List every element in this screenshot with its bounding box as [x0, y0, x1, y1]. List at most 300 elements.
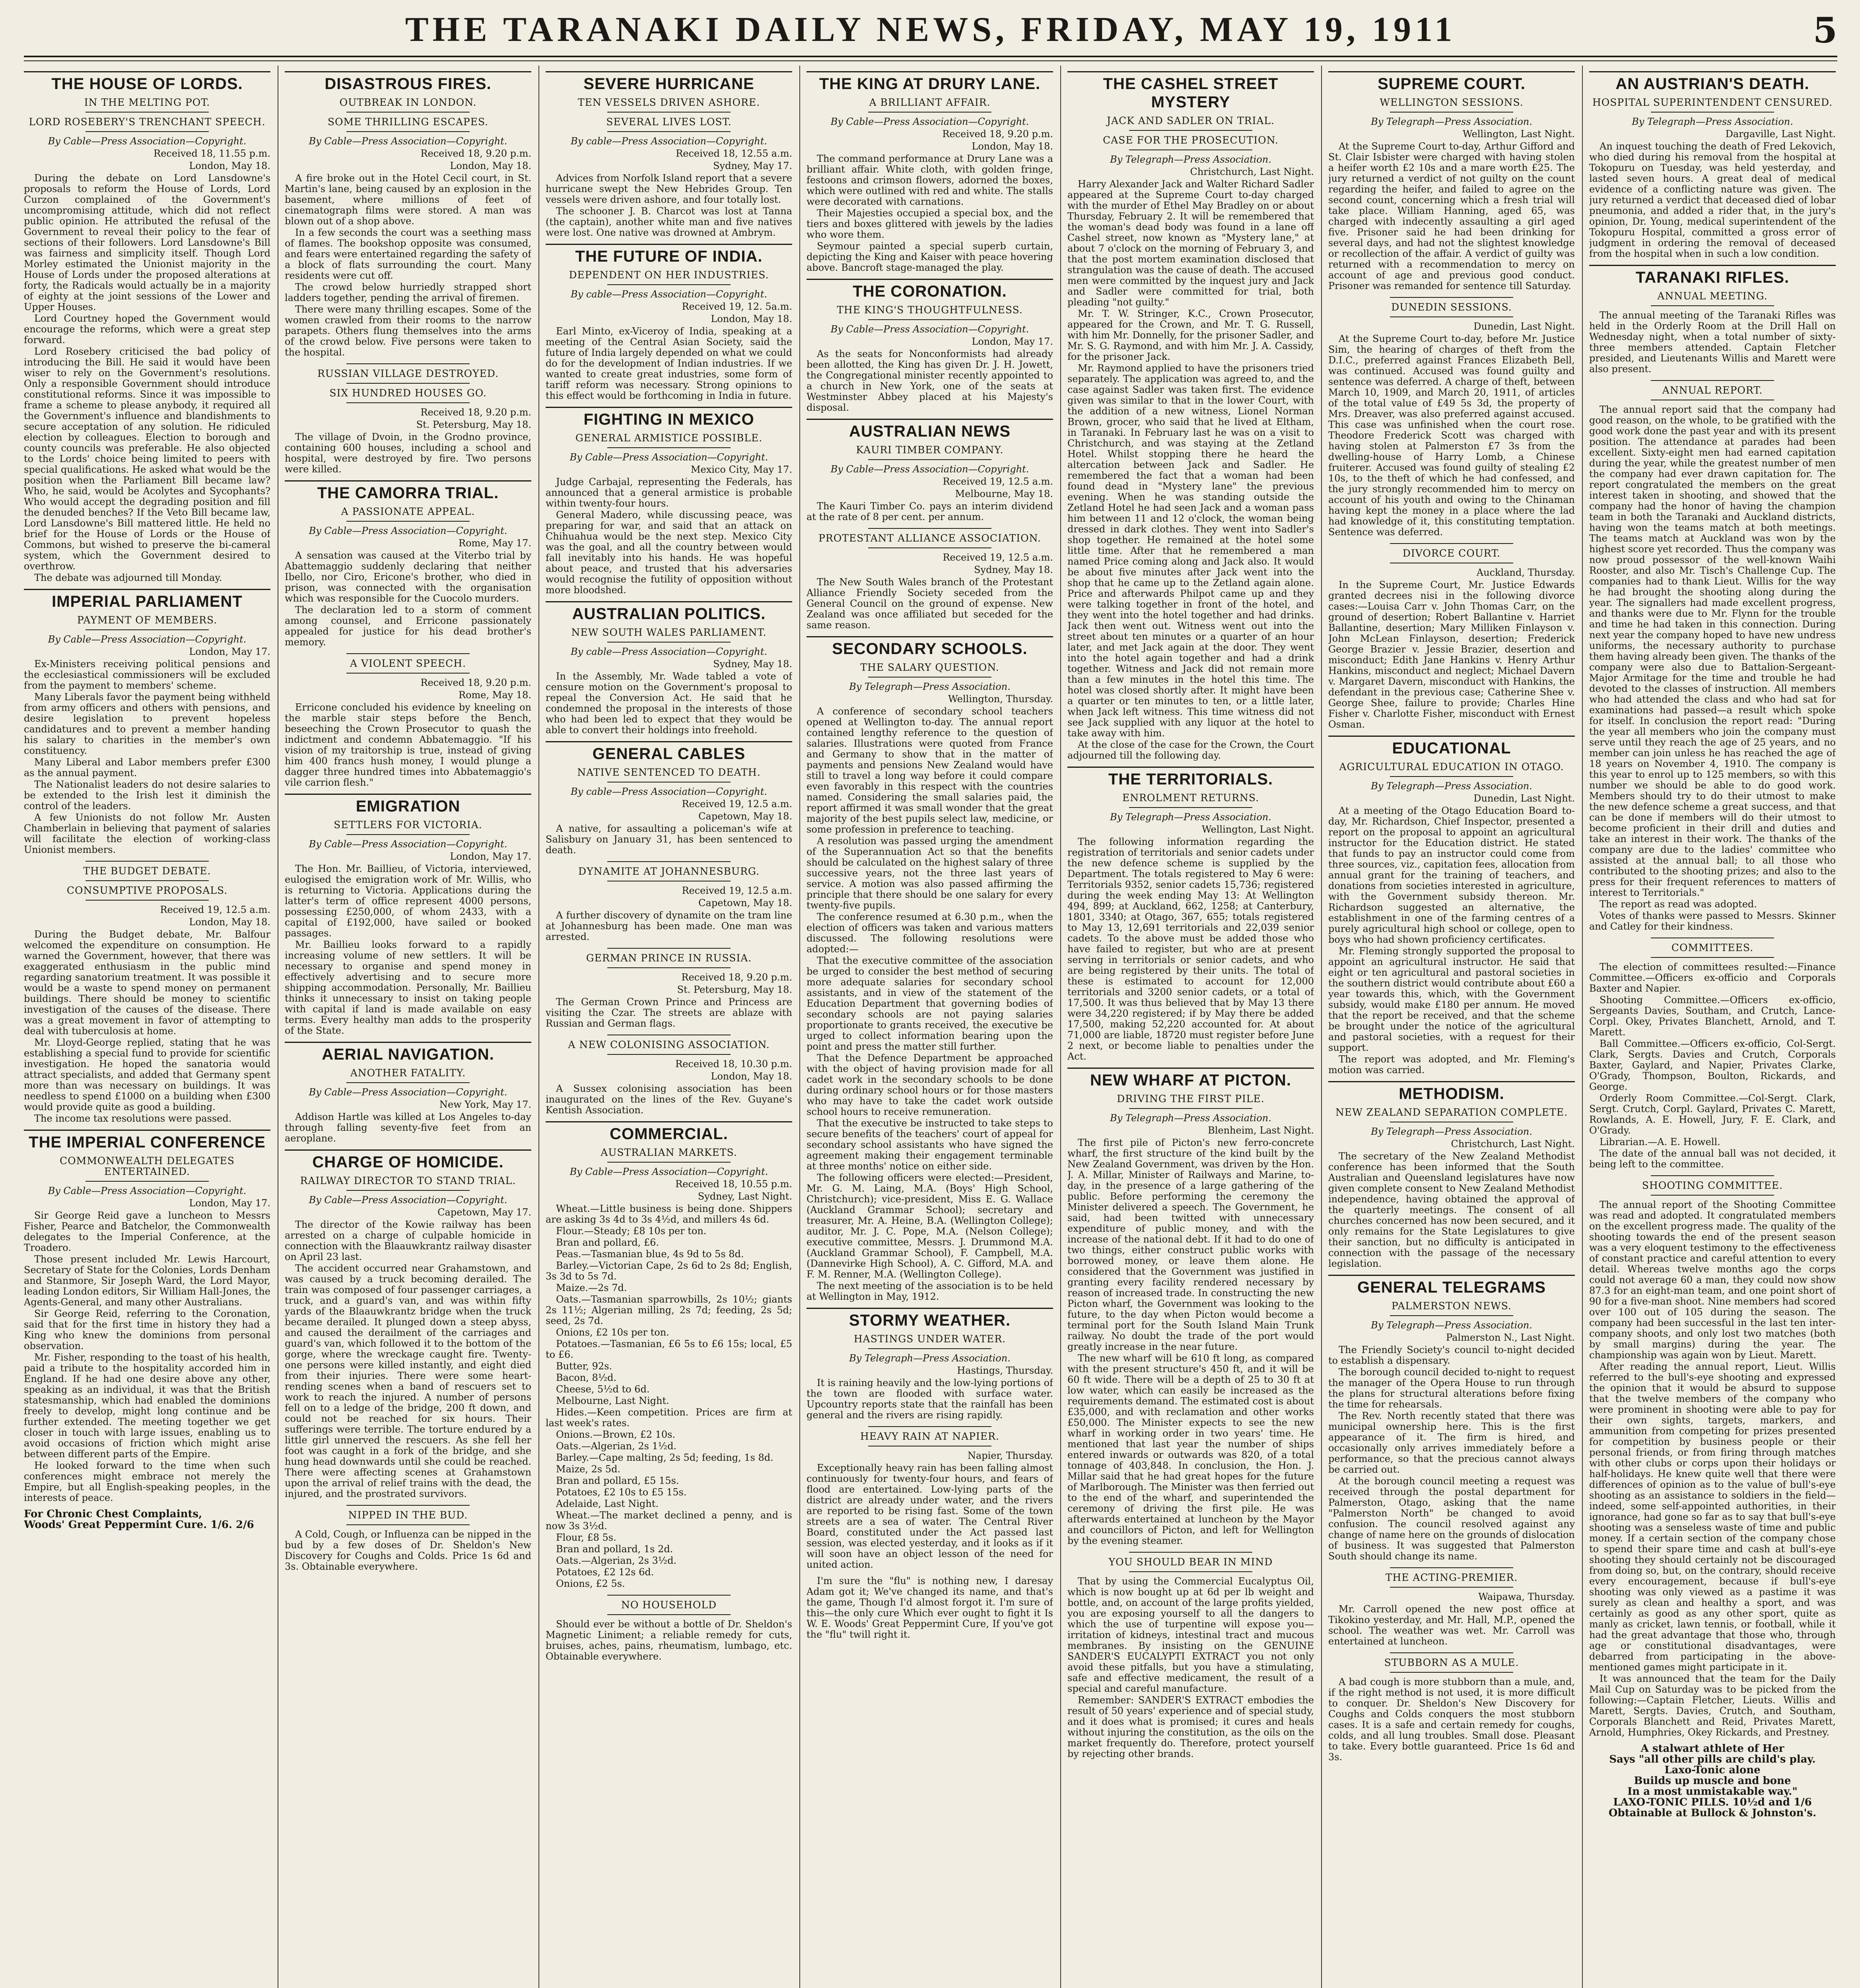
- article-subheading: NEW ZEALAND SEPARATION COMPLETE.: [1335, 1107, 1568, 1118]
- article: [1328, 736, 1575, 1076]
- article-credit: By Telegraph—Press Association.: [1632, 116, 1793, 127]
- article-subheading: A BRILLIANT AFFAIR.: [869, 97, 991, 108]
- article: [285, 363, 531, 475]
- article: [1328, 297, 1575, 538]
- article-paragraph: Potatoes, £2 10s to £5 15s.: [556, 1487, 687, 1498]
- advertisement-line: Woods' Great Peppermint Cure. 1/6. 2/6: [24, 1519, 254, 1531]
- article-dateline: Received 19, 12.5 a.m.: [682, 885, 792, 896]
- article-paragraph: A Sussex colonising association has been inaugurated on the lines of the Rev. Guyane's Kentish Association.: [546, 1083, 792, 1116]
- article: [285, 794, 531, 1036]
- article-dateline: Received 18, 9.20 p.m.: [420, 677, 531, 688]
- article-paragraph: The Hon. Mr. Baillieu, of Victoria, interviewed, eulogised the emigration work of Mr. Willis, who is returning to Victoria. Applications during the latter's term of office represent 4000 persons, possessing £250,000, of whom 2433, with a capital of £192,000, have sailed or booked passages.: [285, 863, 531, 939]
- article-dateline: Christchurch, Last Night.: [1190, 166, 1314, 177]
- headline-rule: [1328, 1275, 1575, 1276]
- article-paragraph: Adelaide, Last Night.: [556, 1498, 659, 1509]
- subhead-rule: [607, 1162, 731, 1163]
- article-dateline: London, May 18.: [711, 1071, 792, 1082]
- article-credit: By Telegraph—Press Association.: [1371, 116, 1532, 127]
- subhead-rule: [346, 112, 470, 113]
- subhead-rule: [346, 363, 470, 364]
- subhead-rule: [1390, 1672, 1513, 1673]
- headline-rule: [285, 794, 531, 795]
- article-paragraph: That by using the Commercial Eucalyptus Oil, which is now bought up at 6d per lb weight and bottle, and, on account of the large profits yielded, you are exposing yourself to all the dangers to which the use of turpentine will expose you—irritation of kidneys, intestinal tract and mucous membranes. By insisting on the GENUINE SANDER'S EUCALYPTI EXTRACT you not only avoid these pitfalls, but you have a stimulating, safe and effective medicament, the result of a special and careful manufacture.: [1067, 1576, 1314, 1694]
- article: [1328, 1652, 1575, 1763]
- subhead-rule: [346, 131, 470, 132]
- advertisement-line: Says "all other pills are child's play.: [1609, 1753, 1816, 1765]
- article-credit: By Cable—Press Association—Copyright.: [309, 136, 507, 147]
- article: [285, 1505, 531, 1572]
- headline-rule: [546, 244, 792, 245]
- article: [546, 601, 792, 736]
- article: [807, 1426, 1053, 1570]
- article-paragraph: Barley.—Cape malting, 2s 5d; feeding, 1s 8d.: [556, 1452, 774, 1463]
- article-headline: THE CORONATION.: [853, 283, 1007, 300]
- article-paragraph: Maize, 2s 5d.: [556, 1464, 621, 1475]
- subhead-rule: [1129, 130, 1252, 131]
- article-paragraph: Cheese, 5½d to 6d.: [556, 1384, 650, 1395]
- article: [546, 861, 792, 942]
- article-subheading: NIPPED IN THE BUD.: [348, 1509, 468, 1521]
- article-paragraph: A fire broke out in the Hotel Cecil court, in St. Martin's lane, being caused by an explosion in the basement, where millions of feet of cinematograph films were stored. A man was blown out of a shop above.: [285, 173, 531, 227]
- article-headline: CHARGE OF HOMICIDE.: [312, 1153, 504, 1171]
- article-paragraph: A further discovery of dynamite on the tram line at Johannesburg has been made. One man was arrested.: [546, 910, 792, 942]
- article: [807, 1308, 1053, 1421]
- article-dateline: Received 18, 9.20 p.m.: [942, 128, 1053, 140]
- headline-rule: [807, 636, 1053, 637]
- article-credit: By Cable—Press Association—Copyright.: [309, 525, 507, 536]
- article: [285, 1149, 531, 1499]
- article-paragraph: Orderly Room Committee.—Col-Sergt. Clark, Sergt. Crutch, Corpl. Gaylard, Privates C. Marett, Rowlands, A. E. Howell, Jury, F. E. Clark, and O'Grady.: [1589, 1093, 1836, 1136]
- article-subheading: COMMONWEALTH DELEGATES ENTERTAINED.: [59, 1155, 235, 1177]
- article-paragraph: Their Majesties occupied a special box, and the tiers and boxes glittered with jewels by the ladies who wore them.: [807, 208, 1053, 240]
- article-credit: By Cable—Press Association—Copyright.: [48, 634, 247, 645]
- column-separator: [1582, 66, 1583, 1988]
- article: [285, 1042, 531, 1144]
- subhead-rule: [1651, 957, 1774, 958]
- article-dateline: Received 18, 10.55 p.m.: [675, 1178, 792, 1190]
- column-1: [24, 66, 270, 1988]
- subhead-rule: [607, 1614, 731, 1615]
- article-headline: THE FUTURE OF INDIA.: [575, 248, 763, 265]
- article-paragraph: It was announced that the team for the Daily Mail Cup on Saturday was to be picked from the following:—Captain Fletcher, Lieuts. Willis and Marett, Sergts. Davies, Crutch, and Southam, Corporals Blanchett and Reid, Privates Marett, Arnold, Humphries, Okey Rickards, and Prestney.: [1589, 1673, 1836, 1738]
- article-paragraph: Flour, £8 5s.: [556, 1532, 616, 1543]
- article-paragraph: Erricone concluded his evidence by kneeling on the marble stair steps before the Bench, beseeching the Crown Prosecutor to quash the indictment and condemn Abbatemaggio. "If his vision of my traitorship is true, instead of giving him 400 francs hush money, I would plunge a dagger three hundred times into Abbatemaggio's vile carrion flesh.": [285, 702, 531, 788]
- article-paragraph: Sir George Reid gave a luncheon to Messrs Fisher, Pearce and Batchelor, the Commonwealth delegates to the Imperial Conference, at the Troadero.: [24, 1210, 270, 1253]
- article-dateline: Wellington, Last Night.: [1201, 824, 1314, 835]
- article-paragraph: Seymour painted a special superb curtain, depicting the King and Kaiser with peace hovering above. Bancroft stage-managed the play.: [807, 241, 1053, 273]
- article-dateline: Christchurch, Last Night.: [1451, 1138, 1575, 1149]
- column-7: [1589, 66, 1836, 1988]
- article-dateline: Received 19, 12.5 a.m.: [682, 798, 792, 810]
- article-paragraph: Sir George Reid, referring to the Coronation, said that for the first time in history they had a King who knew the dominions from personal observation.: [24, 1308, 270, 1351]
- article-paragraph: The Rev. North recently stated that there was municipal ownership here. This is the first appearance of it. The firm is hired, and occasionally only arrives immediately before a performance, so that the precious cannot always be carried out.: [1328, 1410, 1575, 1475]
- headline-rule: [546, 601, 792, 602]
- article-paragraph: Remember: SANDER'S EXTRACT embodies the result of 50 years' experience and of special study, and it does what is promised; it cures and heals without injuring the constitution, as the oils on the market frequently do. Therefore, protect yourself by rejecting other brands.: [1067, 1695, 1314, 1759]
- advertisement-line: For Chronic Chest Complaints,: [24, 1508, 202, 1520]
- article-paragraph: The crowd below hurriedly strapped short ladders together, pending the arrival of firemen.: [285, 282, 531, 303]
- article-credit: By Telegraph—Press Association.: [1110, 154, 1271, 165]
- article-headline: EDUCATIONAL: [1392, 740, 1511, 757]
- subhead-rule: [346, 673, 470, 674]
- article-paragraph: Mr. Baillieu looks forward to a rapidly increasing volume of new settlers. It will be necessary to organise and spend money in effectively advertising and to secure more shipping accommodation. Personally, Mr. Baillieu thinks it unnecessary to insist on taking people with capital if land is made available on easy terms. Every healthy man adds to the prosperity of the State.: [285, 939, 531, 1036]
- article: [807, 419, 1053, 522]
- article-dateline: Sydney, May 17.: [713, 160, 792, 171]
- article-headline: SECONDARY SCHOOLS.: [832, 640, 1028, 658]
- article-headline: IMPERIAL PARLIAMENT: [52, 593, 243, 610]
- article: [546, 407, 792, 596]
- article-dateline: London, May 17.: [450, 851, 531, 862]
- article-paragraph: The village of Dvoin, in the Grodno province, containing 600 houses, including a school and hospital, were destroyed by fire. Two persons were killed.: [285, 431, 531, 475]
- article-subheading: THE BUDGET DEBATE.: [83, 865, 211, 877]
- article-credit: By Telegraph—Press Association.: [1371, 1320, 1532, 1331]
- article: [285, 653, 531, 788]
- subhead-rule: [607, 1054, 731, 1055]
- article-dateline: Received 18, 9.20 p.m.: [420, 148, 531, 159]
- headline-rule: [24, 1130, 270, 1131]
- article-subheading: DIVORCE COURT.: [1402, 547, 1501, 559]
- subhead-rule: [868, 1426, 991, 1427]
- headline-rule: [1328, 71, 1575, 72]
- article-credit: By Telegraph—Press Association.: [1371, 780, 1532, 792]
- article-paragraph: Shooting Committee.—Officers ex-officio, Sergeants Davies, Southam, and Crutch, Lance-Corpl. Okey, Privates Blanchett, Arnold, and T. Marett.: [1589, 994, 1836, 1038]
- article-paragraph: Oats.—Algerian, 2s 3½d.: [556, 1555, 677, 1566]
- article-headline: COMMERCIAL.: [610, 1125, 728, 1143]
- article-paragraph: Wheat.—The market declined a penny, and is now 3s 3½d.: [546, 1510, 792, 1532]
- article: [24, 71, 270, 583]
- article-paragraph: Many Liberal and Labor members prefer £300 as the annual payment.: [24, 757, 270, 779]
- article-subheading: GENERAL ARMISTICE POSSIBLE.: [575, 432, 763, 444]
- subhead-rule: [346, 653, 470, 654]
- article-dateline: St. Petersburg, May 18.: [416, 419, 531, 430]
- article-subheading: RAILWAY DIRECTOR TO STAND TRIAL.: [300, 1175, 516, 1186]
- advertisement: [1589, 1743, 1836, 1819]
- article-headline: THE CASHEL STREET MYSTERY: [1103, 75, 1279, 111]
- article-paragraph: The accident occurred near Grahamstown, and was caused by a truck becoming derailed. The train was composed of four passenger carriages, a truck, and a guard's van, and was within fifty yards of the Blaauwkrantz bridge when the truck became derailed. It plunged down a steep abyss, and caused the derailment of the carriages and guard's van, which followed it to the bottom of the gorge, where the wreckage caught fire. Twenty-one persons were killed instantly, and eight died from their injuries. There were some heart-rending scenes when a band of rescuers set to work to reach the injured. A number of persons fell on to a ledge of the bridge, 200 ft down, and could not be reached for six hours. Their sufferings were terrible. The torture endured by a little girl unnerved the rescuers. As she fell her foot was caught in a fork of the bridge, and she hung head downwards until she could be reached. There were affecting scenes at Grahamstown upon the arrival of relief trains with the dead, the injured, and the prostrated survivors.: [285, 1263, 531, 1499]
- article-subheading: THE KING'S THOUGHTFULNESS.: [837, 304, 1023, 316]
- article-paragraph: Peas.—Tasmanian blue, 4s 9d to 5s 8d.: [556, 1248, 744, 1260]
- article: [1067, 767, 1314, 1062]
- article: [1589, 1175, 1836, 1738]
- article: [285, 71, 531, 358]
- article-subheading: ANNUAL MEETING.: [1657, 290, 1768, 302]
- headline-rule: [807, 1308, 1053, 1309]
- article-dateline: Capetown, May 18.: [698, 811, 792, 822]
- article-subheading: IN THE MELTING POT.: [84, 97, 210, 108]
- subhead-rule: [868, 528, 991, 529]
- article-paragraph: The report was adopted, and Mr. Fleming's motion was carried.: [1328, 1054, 1575, 1076]
- article-paragraph: At the close of the case for the Crown, the Court adjourned till the following day.: [1067, 739, 1314, 761]
- article: [1328, 1275, 1575, 1562]
- headline-rule: [807, 279, 1053, 280]
- article-paragraph: The declaration led to a storm of comment among counsel, and Erricone passionately appealed for justice for his dead brother's memory.: [285, 604, 531, 648]
- article-headline: GENERAL CABLES: [592, 745, 746, 763]
- article-credit: By Cable—Press Association—Copyright.: [309, 1087, 507, 1098]
- article-paragraph: Onions.—Brown, £2 10s.: [556, 1429, 676, 1440]
- article-subheading: SHOOTING COMMITTEE.: [1642, 1180, 1783, 1191]
- article: [1589, 380, 1836, 932]
- article: [1589, 938, 1836, 1170]
- article-headline: EMIGRATION: [356, 798, 461, 815]
- article-credit: By cable—Press Association—Copyright.: [571, 786, 767, 797]
- article-paragraph: Addison Hartle was killed at Los Angeles to-day through falling seventy-five feet from an aeroplane.: [285, 1111, 531, 1144]
- article-paragraph: The secretary of the New Zealand Methodist conference has been informed that the South Australian and Queensland legislatures have now given complete consent to New Zealand Methodist independence, having obtained the approval of the quarterly meetings. The consent of all churches concerned has now been secured, and it only remains for the State Legislatures to give their sanction, but no difficulty is anticipated in connection with the passage of the necessary legislation.: [1328, 1151, 1575, 1269]
- article-dateline: Hastings, Thursday.: [957, 1365, 1053, 1376]
- article-subheading: GERMAN PRINCE IN RUSSIA.: [586, 952, 752, 964]
- article: [807, 528, 1053, 631]
- article-paragraph: The new wharf will be 610 ft long, as compared with the present structure's 450 ft, and it will be 60 ft wide. There will be a depth of 25 to 30 ft at low water, which can easily be increased as the requirements demand. The estimated cost is about £35,000, and with reclamation and other works £50,000. The Minister expects to see the new wharf in working order in two years' time. He mentioned that last year the number of ships entered inwards or outwards was 820, of a total tonnage of 403,848. In conclusion, the Hon. J. Millar said that he had great hopes for the future of Marlborough. The Minister was then ferried out to the end of the wharf, and superintended the ceremony of driving the first pile. He was afterwards entertained at luncheon by the Mayor and councillors of Picton, and left for Wellington by the evening steamer.: [1067, 1353, 1314, 1546]
- subhead-rule: [86, 112, 209, 113]
- article-dateline: Palmerston N., Last Night.: [1446, 1332, 1575, 1343]
- advertisement: [24, 1509, 270, 1530]
- article-paragraph: At the Supreme Court to-day, Arthur Gifford and St. Clair Isbister were charged with having stolen a heifer worth £2 10s and a mare worth £25. The jury returned a verdict of not guilty on the count regarding the heifer, and failed to agree on the second count, concerning which a fresh trial will take place. William Hanning, aged 65, was charged with indecently assaulting a girl aged five. Prisoner said he had been drinking for several days, and had not the slightest knowledge or recollection of the affair. A verdict of guilty was returned with a recommendation to mercy on account of age and previous good conduct. Prisoner was remanded for sentence till Saturday.: [1328, 141, 1575, 291]
- headline-rule: [1067, 767, 1314, 768]
- article-subheading: THE ACTING-PREMIER.: [1385, 1572, 1518, 1583]
- article-paragraph: The Kauri Timber Co. pays an interim dividend at the rate of 8 per cent. per annum.: [807, 501, 1053, 522]
- article: [24, 1130, 270, 1503]
- article-paragraph: The report as read was adopted.: [1600, 899, 1757, 910]
- column-separator: [1321, 66, 1322, 1988]
- article-paragraph: A native, for assaulting a policeman's wife at Salisbury on January 31, has been sentenced to death.: [546, 823, 792, 856]
- article-paragraph: General Madero, while discussing peace, was preparing for war, and said that an attack on Chihuahua would be the next step. Mexico City was the goal, and all the country between would fall inevitably into his hands. He was hopeful about peace, and trusted that his adversaries would recognise the futility of opposition without more bloodshed.: [546, 509, 792, 596]
- article-paragraph: In a few seconds the court was a seething mass of flames. The bookshop opposite was consumed, and fears were entertained regarding the safety of a block of flats surrounding the court. Many residents were cut off.: [285, 227, 531, 281]
- article-paragraph: The following information regarding the registration of territorials and senior cadets under the new defence scheme is supplied by the Department. The totals registered to May 6 were: Territorials 9352, senior cadets 15,736; registered during the week ending May 13: At Wellington 494, 899; at Auckland, 662, 1258; at Canterbury, 1801, 3340; at Otago, 367, 655; totals registered to May 13, 12,691 territorials and 22,039 senior cadets. To the above must be added those who have failed to register, but who are at present serving in territorials or senior cadets, and who are being registered by their units. The total of these is estimated to account for 12,000 territorials and 3200 senior cadets, or a total of 17,500. It was thus believed that by May 13 there were 34,220 registered; if by May there be added 17,500, making 52,220 accounted for. At about 71,000 are liable, 18720 must register before June 2 next, or become liable to penalties under the Act.: [1067, 836, 1314, 1062]
- article-paragraph: Onions, £2 10s per ton.: [556, 1327, 669, 1338]
- article-credit: By Telegraph—Press Association.: [1110, 812, 1271, 823]
- article-paragraph: Mr. T. W. Stringer, K.C., Crown Prosecutor, appeared for the Crown, and Mr. T. G. Russell, with him Mr. Donnelly, for the prisoner Sadler, and Mr. S. G. Raymond, and with him Mr. J. A. Cassidy, for the prisoner Jack.: [1067, 308, 1314, 362]
- article-paragraph: The annual report of the Shooting Committee was read and adopted. It congratulated members on the excellent progress made. The quality of the shooting towards the end of the present season was a very eloquent testimony to the effectiveness of constant practice and careful attention to every detail. Whereas twelve months ago the corps could not average 60 a man, they could now show 87.3 for an eight-man team, and one point short of 90 for a five-man shoot. Nine members had scored over 100 out of 105 during the season. The company had been successful in the last ten inter-company shoots, and only lost two matches (both by small margins) during the year. The championship was again won by Lieut. Marett.: [1589, 1199, 1836, 1361]
- subhead-rule: [86, 861, 209, 862]
- article: [1067, 1552, 1314, 1759]
- subhead-rule: [1390, 112, 1513, 113]
- newspaper-title: THE TARANAKI DAILY NEWS, FRIDAY, MAY 19, 1911: [405, 10, 1456, 49]
- subhead-rule: [1390, 776, 1513, 777]
- article-paragraph: At the borough council meeting a request was received through the postal department for Palmerston, Otago, asking that the name "Palmerston North" be changed to avoid confusion. The council resolved against any change of name here on the grounds of dislocation of business. It was suggested that Palmerston South should change its name.: [1328, 1475, 1575, 1562]
- subhead-rule: [868, 677, 991, 678]
- article-headline: DISASTROUS FIRES.: [325, 75, 492, 93]
- article-dateline: London, May 18.: [450, 160, 531, 171]
- subhead-rule: [1651, 1195, 1774, 1196]
- article-paragraph: A resolution was passed urging the amendment of the Superannuation Act so that the benefits should be calculated on the highest salary of three successive years, not the three last years of service. A motion was also passed affirming the principle that there should be one salary for every twenty-five pupils.: [807, 835, 1053, 911]
- article-headline: THE IMPERIAL CONFERENCE: [29, 1134, 266, 1151]
- article-dateline: Rome, May 18.: [459, 689, 531, 701]
- article-headline: FIGHTING IN MEXICO: [583, 411, 754, 428]
- headline-rule: [285, 1149, 531, 1151]
- advertisement-line: A stalwart athlete of Her: [1640, 1743, 1784, 1755]
- article: [546, 1121, 792, 1589]
- article-paragraph: In the Supreme Court, Mr. Justice Edwards granted decrees nisi in the following divorce cases:—Louisa Carr v. John Thomas Carr, on the ground of desertion; Robert Ballantine v. Harriet Ballantine, desertion; Mary Milliken Finlayson v. John McLean Finlayson, desertion; Frederick George Brazier v. Jessie Brazier, desertion and misconduct; Edith Jane Hankins v. Henry Arthur Hankins, misconduct and neglect; Michael Davern v. Margaret Davern, misconduct with Hankins, the defendant in the previous case; Catherine Shee v. George Shee, failure to provide; Charles Hine Fisher v. Charlotte Fisher, misconduct with Ernest Osman.: [1328, 579, 1575, 730]
- article-subheading: DRIVING THE FIRST PILE.: [1117, 1093, 1265, 1105]
- article-subheading: HEAVY RAIN AT NAPIER.: [860, 1431, 999, 1442]
- article-credit: By Cable—Press Association—Copyright.: [830, 116, 1029, 127]
- article-dateline: Waipawa, Thursday.: [1478, 1591, 1575, 1602]
- article-subheading: LORD ROSEBERY'S TRENCHANT SPEECH.: [29, 116, 266, 128]
- column-separator: [538, 66, 539, 1988]
- article-dateline: Dunedin, Last Night.: [1473, 793, 1575, 804]
- article-paragraph: At a meeting of the Otago Education Board to-day, Mr. Richardson, Chief Inspector, presented a report on the proposal to appoint an agricultural instructor for the Education district. He stated that funds to pay an instructor could come from three sources, viz., capitation fees, allocation from annual grant for the training of teachers, and donations from societies interested in agriculture, with the Government subsidy thereon. Mr. Richardson suggested an alternative, the establishment in one of the farming centres of a purely agricultural high school or college, open to boys who had shown proficiency certificates.: [1328, 805, 1575, 945]
- article: [546, 948, 792, 1029]
- article-credit: By Cable—Press Association—Copyright.: [309, 839, 507, 850]
- article-paragraph: Exceptionally heavy rain has been falling almost continuously for twenty-four hours, and fears of flood are entertained. Low-lying parts of the district are already under water, and the rivers are reported to be rising fast. Some of the town streets are a sea of water. The Central River Board, constituted under the Act passed last session, was elected yesterday, and it looks as if it will soon have an object lesson of the need for united action.: [807, 1462, 1053, 1570]
- article-subheading: PROTESTANT ALLIANCE ASSOCIATION.: [818, 532, 1041, 544]
- article-dateline: London, May 18.: [711, 313, 792, 324]
- article-paragraph: Those present included Mr. Lewis Harcourt, Secretary of State for the Colonies, Lords Denham and Stanmore, Sir Joseph Ward, the Lord Mayor, leading London editors, Sir William Hall-Jones, the Agents-General, and many other Australians.: [24, 1254, 270, 1308]
- article-paragraph: The first pile of Picton's new ferro-concrete wharf, the first structure of the kind built by the New Zealand Government, was driven by the Hon. J. A. Millar, Minister of Railways and Marine, to-day, in the presence of a large gathering of the public. Before performing the ceremony the Minister delivered a speech. The Government, he said, had been twitted with unnecessary expenditure of public money, and with the increase of the national debt. If it had to do one of two things, either construct public works with borrowed money, or leave them alone. He considered that the Government was justified in granting every facility rendered necessary by reason of increased trade. In constructing the new Picton wharf, the Government was looking to the future, to the day when Picton would become a terminal port for the South Island Main Trunk railway. No doubt the trade of the port would greatly increase in the near future.: [1067, 1137, 1314, 1352]
- article-headline: AUSTRALIAN POLITICS.: [572, 605, 766, 623]
- subhead-rule: [607, 131, 731, 132]
- subhead-rule: [1651, 1175, 1774, 1176]
- article-dateline: Capetown, May 18.: [698, 897, 792, 909]
- article-subheading: DUNEDIN SESSIONS.: [1391, 301, 1512, 313]
- article-headline: THE KING AT DRURY LANE.: [819, 75, 1041, 93]
- article-dateline: London, May 18.: [972, 141, 1053, 152]
- article-headline: AERIAL NAVIGATION.: [322, 1046, 494, 1063]
- article-paragraph: The debate was adjourned till Monday.: [34, 572, 222, 583]
- subhead-rule: [1390, 543, 1513, 544]
- headline-rule: [285, 480, 531, 481]
- article-subheading: NATIVE SENTENCED TO DEATH.: [577, 767, 761, 778]
- article-paragraph: Mr. Fleming strongly supported the proposal to appoint an agricultural instructor. He said that eight or ten agricultural and pastoral societies in the southern district would contribute about £60 a year towards this, which, with the Government subsidy, would make £180 per annum. He moved that the report be received, and that the scheme be brought under the notice of the agricultural and pastoral societies, with a request for their support.: [1328, 945, 1575, 1053]
- subhead-rule: [1390, 1587, 1513, 1588]
- article-credit: By Telegraph—Press Association.: [1110, 1112, 1271, 1124]
- article-paragraph: The command performance at Drury Lane was a brilliant affair. White cloth, with golden fringe, festoons and crimson flowers, adorned the boxes, which were outlined with red and white. The stalls were decorated with carnations.: [807, 153, 1053, 207]
- article-subheading: SETTLERS FOR VICTORIA.: [334, 819, 482, 831]
- article-credit: By Cable—Press Association—Copyright.: [569, 452, 768, 463]
- article: [807, 279, 1053, 413]
- article-subheading: AGRICULTURAL EDUCATION IN OTAGO.: [1339, 761, 1564, 773]
- column-6: [1328, 66, 1575, 1988]
- article: [807, 71, 1053, 273]
- article-paragraph: The date of the annual ball was not decided, it being left to the committee.: [1589, 1148, 1836, 1170]
- article-paragraph: The election of committees resulted:—Finance Committee.—Officers ex-officio and Corporals Baxter and Napier.: [1589, 961, 1836, 994]
- article-paragraph: Potatoes.—Tasmanian, £6 5s to £6 15s; local, £5 to £6.: [546, 1338, 792, 1360]
- article-paragraph: He looked forward to the time when such conferences might embrace not merely the Empire, but all English-speaking peoples, in the interests of peace.: [24, 1460, 270, 1503]
- subhead-rule: [868, 112, 991, 113]
- article-paragraph: A sensation was caused at the Viterbo trial by Abattemaggio suddenly declaring that neither Ibello, nor Ciro, Ericone's brother, who died in prison, was connected with the organisation which was responsible for the Cuocolo murders.: [285, 550, 531, 604]
- article: [1328, 543, 1575, 730]
- column-5: [1067, 66, 1314, 1988]
- article-paragraph: A conference of secondary school teachers opened at Wellington to-day. The annual report contained lengthy reference to the question of salaries. Illustrations were quoted from France and Germany to show that in the matter of payments and pensions New Zealand would have still to travel a long way before it could compare even favorably in this respect with the countries named. Considering the small salaries paid, the report affirmed it was small wonder that the great majority of the best pupils select law, medicine, or some profession in preference to teaching.: [807, 706, 1053, 835]
- subhead-rule: [346, 1190, 470, 1191]
- article-credit: By Cable—Press Association—Copyright.: [830, 324, 1029, 335]
- article: [546, 1595, 792, 1662]
- article-paragraph: An inquest touching the death of Fred Lekovich, who died during his removal from the hospital at Tokopuru on Tuesday, was held yesterday, and lasted seven hours. A great deal of medical evidence of a conflicting nature was given. The jury returned a verdict that deceased died of lobar pneumonia, and added a rider that, in the jury's opinion, Dr. Young, medical superintendent of the Tokopuru Hospital, committed a gross error of judgment in ordering the removal of deceased from the hospital when in such a low condition.: [1589, 141, 1836, 259]
- subhead-rule: [1390, 1652, 1513, 1653]
- page-number: 5: [1813, 10, 1837, 51]
- headline-rule: [24, 589, 270, 590]
- article-paragraph: The next meeting of the association is to be held at Wellington in May, 1912.: [807, 1280, 1053, 1302]
- article-paragraph: After reading the annual report, Lieut. Willis referred to the bull's-eye shooting and expressed the opinion that it would be absurd to suppose that the twelve members of the company who were prominent in shooting were able to pay for their own sights, targets, markers, and ammunition from competing for prizes presented for competition by business people or their personal friends, or from firing through matches with other clubs or corps upon their holidays or half-holidays. He knew quite well that there were differences of opinion as to the value of bull's-eye shooting as an assistance to soldiers in the field—indeed, some self-appointed authorities, in their ignorance, had gone so far as to say that bull's-eye shooting was a senseless waste of time and public money. If a certain section of the company chose to spend their spare time and cash at bull's-eye shooting they should certainly not be discouraged from doing so, but, on the contrary, should receive every encouragement, because if bull's-eye shooting was only viewed as a pastime it was surely as clean and healthy a sport, and was certainly as good as any other sport, quite as manly as cricket, lawn tennis, or football, while it had the great advantage that those who, through age or constitutional disadvantages, were debarred from participating in the above-mentioned games might participate in it.: [1589, 1361, 1836, 1673]
- article-headline: METHODISM.: [1399, 1085, 1504, 1103]
- article-subheading: DEPENDENT ON HER INDUSTRIES.: [569, 269, 769, 281]
- article-dateline: Received 19, 12. 5a.m.: [682, 301, 792, 312]
- article: [546, 71, 792, 238]
- subhead-rule: [346, 1524, 470, 1525]
- article: [1328, 71, 1575, 291]
- article-subheading: A VIOLENT SPEECH.: [350, 658, 466, 669]
- article-paragraph: The German Crown Prince and Princess are visiting the Czar. The streets are ablaze with Russian and German flags.: [546, 996, 792, 1029]
- article-subheading: AUSTRALIAN MARKETS.: [601, 1147, 737, 1158]
- article-dateline: Dunedin, Last Night.: [1473, 321, 1575, 332]
- subhead-rule: [868, 1348, 991, 1349]
- column-2: [285, 66, 531, 1988]
- article: [1589, 71, 1836, 259]
- article-paragraph: Votes of thanks were passed to Messrs. Skinner and Catley for their kindness.: [1589, 910, 1836, 932]
- headline-rule: [546, 741, 792, 742]
- subhead-rule: [868, 547, 991, 548]
- article-dateline: Received 18, 12.55 a.m.: [676, 148, 792, 159]
- article-headline: SEVERE HURRICANE: [583, 75, 754, 93]
- article-subheading: JACK AND SADLER ON TRIAL.: [1107, 115, 1275, 126]
- article: [1067, 71, 1314, 761]
- article: [546, 244, 792, 401]
- article-credit: By Telegraph—Press Association.: [849, 681, 1011, 692]
- newspaper-columns: [24, 66, 1837, 1988]
- article-dateline: Melbourne, May 18.: [955, 488, 1053, 499]
- article-credit: By cable—Press Association—Copyright.: [571, 289, 767, 300]
- article-subheading: OUTBREAK IN LONDON.: [339, 97, 477, 108]
- article-subheading: HASTINGS UNDER WATER.: [853, 1333, 1006, 1345]
- article: [807, 1576, 1053, 1640]
- article-paragraph: There were many thrilling escapes. Some of the women crawled from their rooms to the narrow parapets. Others flung themselves into the arms of the crowd below. Five persons were taken to the hospital.: [285, 304, 531, 358]
- subhead-rule: [607, 1595, 731, 1596]
- subhead-rule: [86, 1181, 209, 1182]
- advertisement-line: In a most unmistakable way.": [1627, 1786, 1798, 1798]
- article-paragraph: Mr. Raymond applied to have the prisoners tried separately. The application was agreed to, and the case against Sadler was taken first. The evidence given was similar to that in the lower Court, with the addition of a new witness, Lionel Norman Brown, grocer, who said that he lived at Eltham, in Taranaki. In February last he was on a visit to Christchurch, and was staying at the Zetland Hotel. Whilst stopping there he heard the altercation between Jack and Sadler. He remembered the fact that a woman had been found dead in "Mystery lane" the previous evening. When he was standing outside the Zetland Hotel he had seen Jack and a woman pass him between 11 and 12 o'clock, the woman being dressed in dark clothes. They went into Sadler's shop together. He remained at the hotel some little time. After that he remembered a man named Price coming along and Jack also. It would be about five minutes after Jack went into the shop that he came up to the Zetland again alone. Price and afterwards Philpot came up and they were talking together in front of the hotel, and they went into the hotel together and had drinks. Jack then went out. Witness went out into the street about ten minutes or a quarter of an hour later, and met Jack again at the door. They went into the hotel again together and had a drink together. Witness and Jack did not remain more than a few minutes in the hotel this time. The hotel was closed shortly after. It might have been a quarter or ten minutes to ten, or a little later, when Jack left witness. This time witness did not see Jack supplied with any liquor at the hotel to take away with him.: [1067, 363, 1314, 739]
- article-subheading: ENROLMENT RETURNS.: [1122, 792, 1259, 804]
- subhead-rule: [868, 319, 991, 320]
- article-subheading: CASE FOR THE PROSECUTION.: [1103, 134, 1279, 146]
- article-dateline: London, May 17.: [972, 336, 1053, 347]
- article-paragraph: Butter, 92s.: [556, 1361, 612, 1372]
- headline-rule: [24, 71, 270, 72]
- subhead-rule: [1390, 316, 1513, 317]
- article-subheading: STUBBORN AS A MULE.: [1384, 1657, 1519, 1668]
- article-paragraph: Wheat.—Little business is being done. Shippers are asking 3s 4d to 3s 4½d, and millers 4s 6d.: [546, 1203, 792, 1225]
- article-dateline: Received 19, 12.5 a.m.: [943, 552, 1053, 563]
- article-credit: By Telegraph—Press Association.: [1371, 1126, 1532, 1137]
- article-paragraph: The schooner J. B. Charcot was lost at Tanna (the captain), another white man and five natives were lost. One native was drowned at Ambrym.: [546, 206, 792, 238]
- article-headline: THE HOUSE OF LORDS.: [51, 75, 243, 93]
- article-dateline: Wellington, Last Night.: [1462, 128, 1575, 140]
- article-credit: By cable—Press Association—Copyright.: [571, 136, 767, 147]
- article-paragraph: Advices from Norfolk Island report that a severe hurricane swept the New Hebrides Group. Ten vessels were driven ashore, and four totally lost.: [546, 173, 792, 205]
- subhead-rule: [86, 629, 209, 630]
- article-dateline: Received 18, 10.30 p.m.: [675, 1058, 792, 1070]
- article-subheading: A NEW COLONISING ASSOCIATION.: [568, 1039, 770, 1050]
- article-subheading: TEN VESSELS DRIVEN ASHORE.: [577, 97, 760, 108]
- article-dateline: Received 18, 11.55 p.m.: [154, 148, 270, 159]
- headline-rule: [1589, 71, 1836, 72]
- article-credit: By Cable—Press Association—Copyright.: [48, 136, 247, 147]
- article-paragraph: That the Defence Department be approached with the object of having provision made for all cadet work in the secondary schools to be done during ordinary school hours or for those masters who may have to take the cadet work outside school hours to receive remuneration.: [807, 1052, 1053, 1117]
- article-paragraph: Earl Minto, ex-Viceroy of India, speaking at a meeting of the Central Asian Society, said the future of India largely depended on what we could do for the development of Indian industries. If we wanted to create great industries, some form of tariff reform was necessary. Strong opinions to this effect would be forthcoming in India in future.: [546, 326, 792, 401]
- subhead-rule: [1651, 112, 1774, 113]
- article-paragraph: The following officers were elected:—President, Mr. G. M. Laing, M.A. (Boys' High School, Christchurch); vice-president, Miss E. G. Wallace (Auckland Grammar School); secretary and treasurer, Mr. A. Heine, B.A. (Wellington College); auditor, Mr. J. C. Pope, M.A. (Nelson College); executive committee, Messrs. J. Drummond M.A. (Auckland Grammar School), F. Campbell, M.A. (Dannevirke High School), A. C. Gifford, M.A. and F. M. Renner, M.A. (Wellington College).: [807, 1172, 1053, 1280]
- subhead-rule: [86, 131, 209, 132]
- article-subheading: THE SALARY QUESTION.: [860, 662, 999, 673]
- advertisement-line: Laxo-Tonic alone: [1664, 1764, 1761, 1776]
- article: [546, 1035, 792, 1116]
- article-paragraph: It is raining heavily and the low-lying portions of the town are flooded with surface water. Upcountry reports state that the rainfall has been general and the rivers are rising rapidly.: [807, 1377, 1053, 1421]
- advertisement-line: Obtainable at Bullock & Johnston's.: [1608, 1807, 1817, 1819]
- article-dateline: London, May 18.: [189, 916, 270, 928]
- article-paragraph: Barley.—Victorian Cape, 2s 6d to 2s 8d; English, 3s 3d to 5s 7d.: [546, 1260, 792, 1282]
- subhead-rule: [607, 447, 731, 448]
- article-paragraph: Should ever be without a bottle of Dr. Sheldon's Magnetic Liniment; a reliable remedy for cuts, bruises, aches, pains, rheumatism, lumbago, etc. Obtainable everywhere.: [546, 1619, 792, 1662]
- article-dateline: New York, May 17.: [439, 1099, 531, 1110]
- article-paragraph: During the debate on Lord Lansdowne's proposals to reform the House of Lords, Lord Curzon complained of the Government's uncompromising attitude, which did not reflect public opinion. He attributed the refusal of the Government to reveal their policy to the fear of sections of their followers. Lord Lansdowne's Bill was fairness and simplicity itself. Though Lord Morley estimated the Unionist majority in the House of Lords under the proposed alterations at forty, the Radicals would actually be in a majority of eighty at the joint sessions of the Lower and Upper Houses.: [24, 173, 270, 313]
- subhead-rule: [1390, 1315, 1513, 1316]
